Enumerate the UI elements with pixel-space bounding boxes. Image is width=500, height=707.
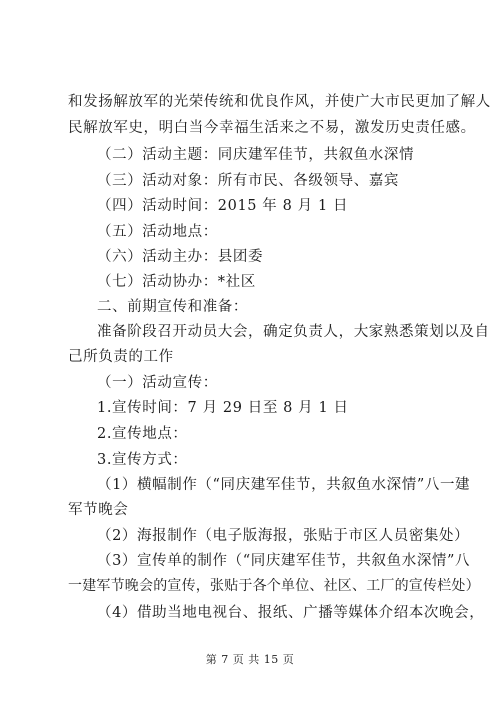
text-line: 己所负责的工作 (68, 349, 174, 365)
text-line: 军节晚会 (68, 502, 129, 518)
text-line: （五）活动地点： (97, 224, 218, 240)
text-line: 和发扬解放军的光荣传统和优良作风，并使广大市民更加了解人 (68, 94, 491, 110)
text-line: （一）活动宣传： (97, 375, 218, 391)
section-heading: 二、前期宣传和准备： (97, 299, 248, 315)
text-line: （3）宣传单的制作（“同庆建军佳节，共叙鱼水深情”八 (97, 553, 471, 569)
text-line: （四）活动时间：2015 年 8 月 1 日 (97, 198, 349, 214)
text-line: 1.宣传时间：7 月 29 日至 8 月 1 日 (97, 400, 349, 416)
text-line: （二）活动主题：同庆建军佳节，共叙鱼水深情 (97, 147, 415, 163)
text-line: 准备阶段召开动员大会，确定负责人，大家熟悉策划以及自 (97, 324, 490, 340)
text-line: （4）借助当地电视台、报纸、广播等媒体介绍本次晚会， (97, 605, 485, 621)
text-line: 2.宣传地点： (97, 426, 188, 442)
page-footer: 第 7 页 共 15 页 (205, 653, 295, 666)
text-line: 民解放军史，明白当今幸福生活来之不易，激发历史责任感。 (68, 120, 476, 136)
text-line: （七）活动协办：*社区 (97, 274, 256, 290)
text-line: （2）海报制作（电子版海报，张贴于市区人员密集处） (97, 528, 470, 544)
text-line: （六）活动主办：县团委 (97, 249, 264, 265)
text-line: 3.宣传方式： (97, 452, 188, 468)
text-line: （三）活动对象：所有市民、各级领导、嘉宾 (97, 173, 399, 189)
text-line: 一建军节晚会的宣传，张贴于各个单位、社区、工厂的宣传栏处） (68, 578, 480, 594)
text-line: （1）横幅制作（“同庆建军佳节，共叙鱼水深情”八一建 (97, 477, 471, 493)
